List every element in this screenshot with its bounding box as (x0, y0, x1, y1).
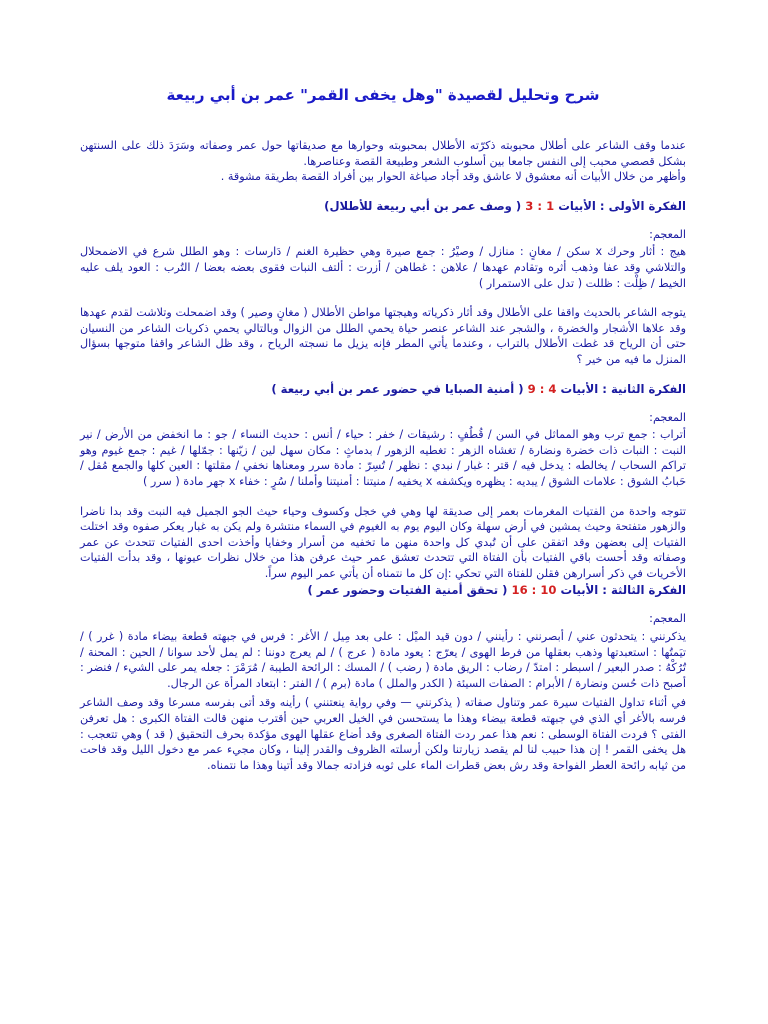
intro-section (80, 138, 686, 185)
section-2-range: 4 : 9 (527, 381, 557, 396)
section-1-lexicon-text: هيج : أثار وحرك x سكن / مغانٍ : منازل / وصيْرُ : جمع صيرة وهي حظيرة الغنم / دَارسات : وهو الطلل شرع في الاضمحلال والتلاشي وقد عفا وذهب أثره وتقادم عهدها / علاهن : غطاهن / أزرت : ألتف النبات فقوى بعضه بعضا / التُرب : العود يلف عليه الخيط / ظِلْت : ظللت ( تدل على الاستمرار ) (80, 245, 686, 290)
intro-paragraph-1: عندما وقف الشاعر على أطلال محبوبته ذكرّته الأطلال بمحبوبته وحوارها مع صديقاتها حول عمر وصفاته وسَرَدَ ذلك على السنتهن بشكل قصصي محبب إلى النفس جامعا بين أسلوب الشعر وطبيعة القصة وعناصرها. (80, 139, 686, 168)
section-2-analysis (80, 504, 686, 582)
section-2-label: الفكرة الثانية : الأبيات (560, 381, 686, 396)
section-3-analysis-text: في أثناء تداول الفتيات سيرة عمر وتناول صفاته ( يذكرنني — وفي رواية ينعتنني ) رأينه وقد أتى بفرسه مسرعا وقد وصف الشاعر فرسه بالأغر أي الذي في جبهته قطعة بيضاء وهذا ما يستحسن في الخيل العربي حين أقترب منهن قالت الفتاة الكبرى : هل تعرفن الفتى ؟ فردت الفتاة الوسطى : نعم هذا عمر ردت الفتاة الصغرى وقد أضاع عقلها الهوى مؤكدة بحرف التحقيق ( قد ) وهي تتعجب : هل يخفى القمر ! إن هذا حبيب لنا لم يقصد زيارتنا ولكن أرسلته الظروف والقدر إلينا ، وكان مجيء عمر مع دخول الليل وقد فاحت من ثيابه رائحة العطر الفواحة وقد رش بعض قطرات الماء على ثوبه فزادته جمالا وقد أتينا وهذا ما نتمناه. (80, 696, 686, 772)
section-2-heading (80, 382, 686, 396)
section-1-lexicon (80, 227, 686, 291)
section-3-lexicon-text: يذكرنني : يتحدثون عني / أبصرنني : رأينني / دون قيد الميْل : على بعد مِيل / الأغر : فرس في جبهته قطعة بيضاء مادة ( غرر ) / تيَمتُها : استعبدتها وذهب بعقلها من فرط الهوى / يعرّج : يعود مادة ( عرج ) / لم يعرج دوننا : لم يمل لأحد سوانا / الحين : المحنة / تُرُكْهُ : صدر البعير / اسبطر : امتدّ / رضاب : الريق مادة ( رضب ) / المسك : الرائحة الطيبة / مُرَمْرَ : جعله يمر على الشيء / فنضر : أصبح ذات حُسن ونضارة / الأبرام : الصفات السيئة ( الكدر والملل ) مادة (برم ) / الفتر : ابتعاد المرأة عن الرجال. (80, 630, 686, 690)
section-1-label: الفكرة الأولى : الأبيات (558, 198, 686, 213)
section-3-analysis (80, 695, 686, 773)
section-1-range: 1 : 3 (525, 198, 555, 213)
section-3-lexicon (80, 611, 686, 691)
section-2-lexicon-label: المعجم: (649, 410, 686, 424)
section-2-lexicon-text: أتراب : جمع ترب وهو المماثل في السن / قُطُفٍ : رشيقات / خفر : حياء / أنس : حديث النساء / جو : ما انخفض من الأرض / نير النبت : النبات ذات خضرة ونضارة / تغشاه الزهر : تغطيه الزهور / بدماثٍ : مكان سهل لين / زيّنها : جمّلها / غيم : جمع غيوم وهو تراكم السحاب / يخالطه : يدخل فيه / قتر : غبار / نبدي : نظهر / تُسِرّ : مادة سرر ومعناها نخفي / مقلتها : العين كلها والجمع مُقل / حَبابُ الشوق : علامات الشوق / يبديه : يظهره ويكشفه x يخفيه / منيتنا : أمنيتنا وأملنا / سُرٍ : خفاء x جهر مادة ( سرر ) (80, 428, 686, 488)
section-3-lexicon-label: المعجم: (649, 612, 686, 626)
section-3-range: 10 : 16 (511, 583, 557, 598)
section-1-lexicon-label: المعجم: (649, 227, 686, 241)
section-2-lexicon (80, 410, 686, 490)
section-1-heading (80, 199, 686, 213)
section-1-analysis (80, 305, 686, 367)
section-3-heading (80, 583, 686, 597)
section-1-analysis-text: يتوجه الشاعر بالحديث واقفا على الأطلال وقد أثار ذكرياته وهيجتها مواطن الأطلال ( مغانٍ وصير ) وقد اضمحلت وتلاشت لقدم عهدها وقد علاها الأشجار والخضرة ، والشجر عند الشاعر عنصر حياة يحمي الطلل من الزوال وبالتالي يحمي ذكريات الشاعر من النسيان حتى أن الرياح قد غطت الأطلال بالتراب ، وعندما يأتي المطر فإنه يزيل ما نسجته الرياح ، وقد ظل الشاعر واقفا متوجها بسؤال المنزل ما فيه من خير ؟ (80, 306, 686, 366)
section-3-topic: ( تحقق أمنية الفتيات وحضور عمر ) (307, 583, 508, 598)
section-3-label: الفكرة الثالثة : الأبيات (560, 583, 686, 598)
section-2-analysis-text: تتوجه واحدة من الفتيات المغرمات بعمر إلى صديقة لها وهي في خجل وكسوف وحياء حيث الجو الجميل فيه النبت وقد بدا ناضرا والزهور متفتحة وحيث يمشين في أرض سهلة وكان اليوم يوم به الغيوم في السماء منتشرة ولم يكن به غبار يعكر صفوه وقد اختلت الفتيات إلى بعضهن وقد اتفقن على أن تُبدي كل واحدة منهن ما تخفيه من أسرار وخفايا وأخذت احدى الفتيات تتحدث عن عمر وصفاته وقد أحست باقي الفتيات بأن الفتاة التي تتحدث تعشق عمر حيث عرفن هذا من خلال نظرات عيونها ، وقد بدأت الفتيات الأخريات في ذكر أسرارهن فقلن للفتاة التي تحكي :إن كل ما نتمناه أن يأتي عمر اليوم سراً. (80, 504, 686, 580)
section-2-topic: ( أمنية الصبايا في حضور عمر بن أبي ربيعة ) (271, 381, 524, 396)
section-1-topic: ( وصف عمر بن أبي ربيعة للأطلال) (324, 198, 522, 213)
page-title: شرح وتحليل لقصيدة "وهل يخفى القمر" عمر بن أبي ربيعة (166, 86, 600, 104)
intro-paragraph-2: وأظهر من خلال الأبيات أنه معشوق لا عاشق وقد أجاد صياغة الحوار بين أفراد القصة بطريقة مشوقة . (220, 170, 686, 184)
